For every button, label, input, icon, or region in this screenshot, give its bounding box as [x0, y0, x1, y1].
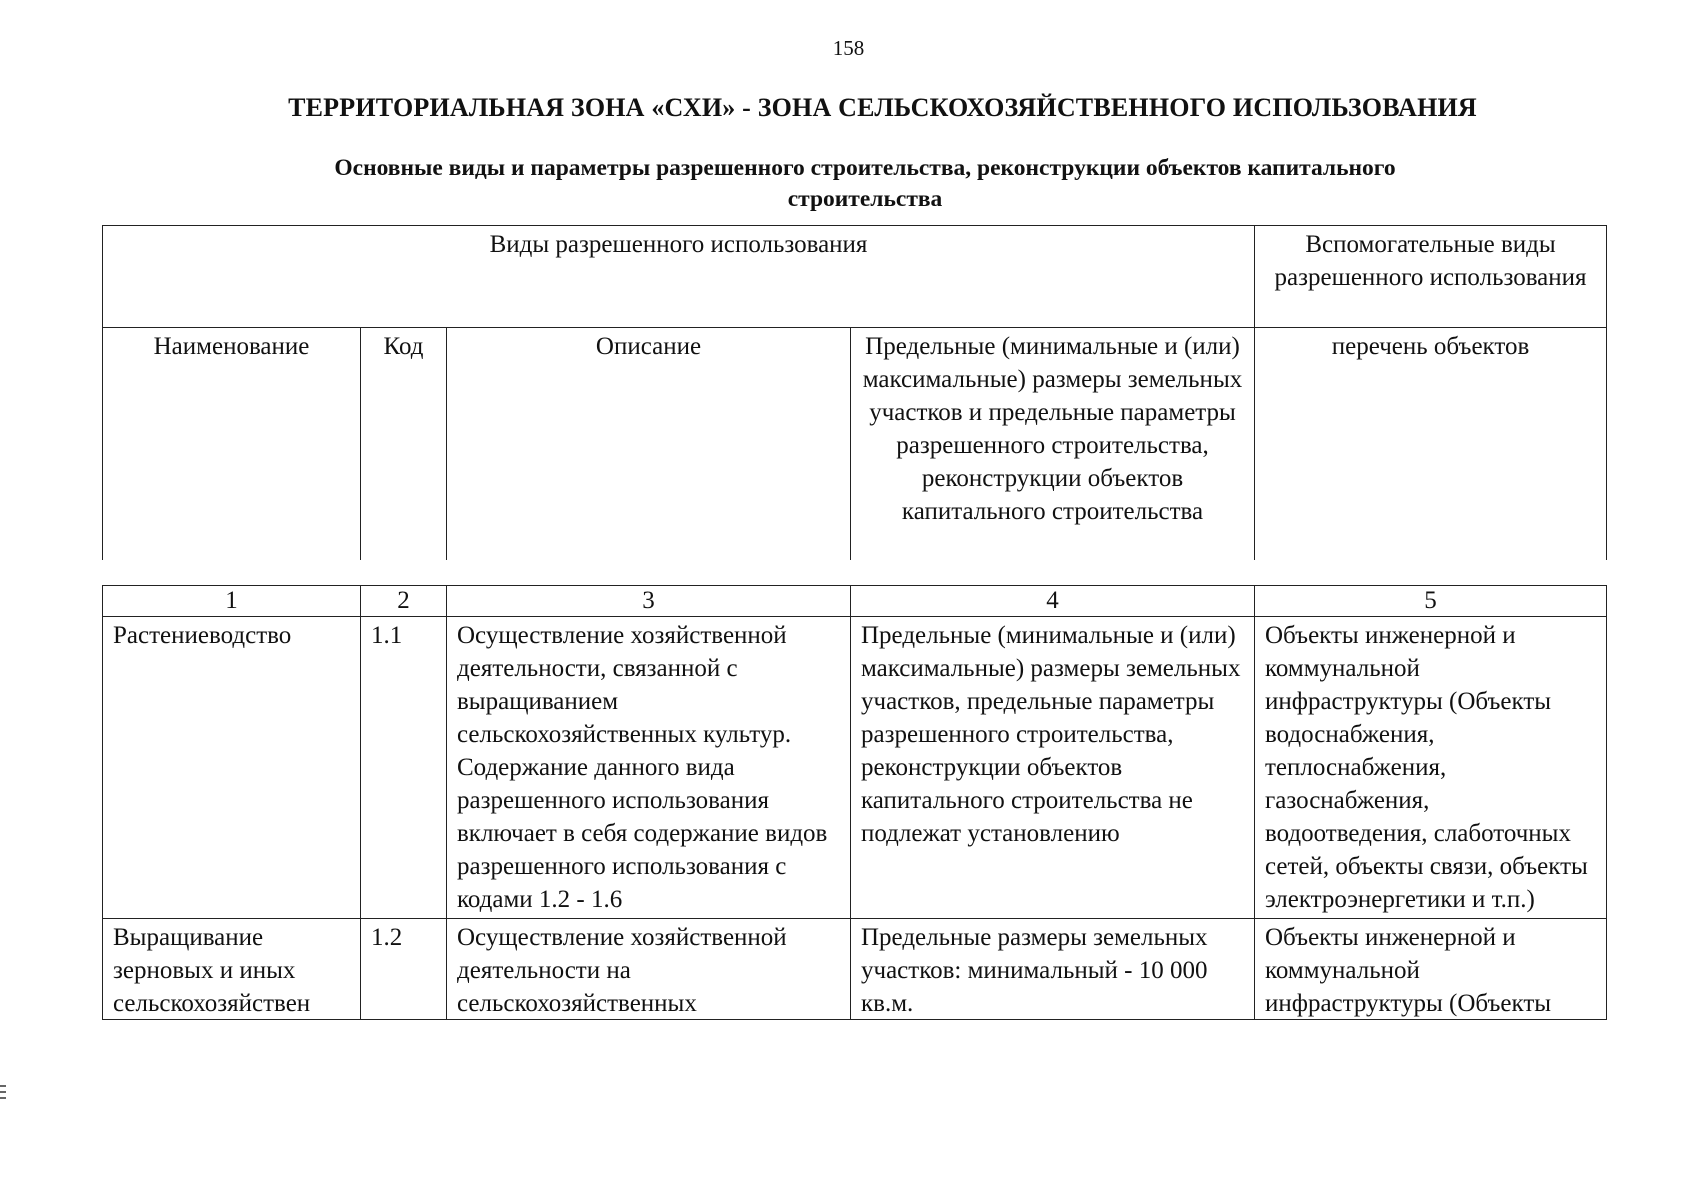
column-number: 5	[1255, 586, 1607, 617]
row-name: Выращивание зерновых и иных сельскохозяйствен	[113, 924, 311, 1017]
header-table	[102, 225, 1607, 560]
subtitle-line-2: строительства	[787, 186, 943, 212]
table-row	[103, 919, 1607, 1020]
column-number: 4	[851, 586, 1255, 617]
column-number: 3	[447, 586, 851, 617]
column-number-row	[103, 586, 1607, 617]
row-aux: Объекты инженерной и коммунальной инфраструктуры (Объекты водоснабжения, теплоснабжения, газоснабжения, водоотведения, слаботочных сетей, объекты связи, объекты электроэнергетики и т.п.)	[1255, 617, 1607, 919]
header-col-name: Наименование	[103, 328, 361, 561]
header-col-description: Описание	[447, 328, 851, 561]
page-number: 158	[832, 36, 865, 60]
column-number: 2	[361, 586, 447, 617]
row-code: 1.1	[361, 617, 447, 919]
header-col-aux: перечень объектов	[1255, 328, 1607, 561]
subtitle-line-1: Основные виды и параметры разрешенного строительства, реконструкции объектов капитального	[334, 155, 1396, 181]
row-aux: Объекты инженерной и коммунальной инфраструктуры (Объекты	[1265, 924, 1552, 1017]
margin-mark	[0, 1085, 6, 1103]
data-table	[102, 585, 1607, 1020]
section-subtitle	[0, 153, 1697, 215]
table-row	[103, 617, 1607, 919]
header-aux-group: Вспомогательные виды разрешенного использования	[1255, 226, 1607, 328]
header-main-group: Виды разрешенного использования	[103, 226, 1255, 328]
column-number: 1	[103, 586, 361, 617]
row-description: Осуществление хозяйственной деятельности на сельскохозяйственных	[457, 924, 787, 1017]
row-params: Предельные размеры земельных участков: минимальный - 10 000 кв.м.	[861, 924, 1208, 1017]
zone-title: ТЕРРИТОРИАЛЬНАЯ ЗОНА «СХИ» - ЗОНА СЕЛЬСКОХОЗЯЙСТВЕННОГО ИСПОЛЬЗОВАНИЯ	[288, 93, 1477, 122]
row-name: Растениеводство	[103, 617, 361, 919]
row-params: Предельные (минимальные и (или) максимальные) размеры земельных участков, предельные параметры разрешенного строительства, реконструкции объектов капитального строительства не подлежат установлению	[851, 617, 1255, 919]
row-code: 1.2	[371, 924, 403, 951]
header-col-code: Код	[361, 328, 447, 561]
row-description: Осуществление хозяйственной деятельности, связанной с выращиванием сельскохозяйственных культур. Содержание данного вида разрешенного использования включает в себя содержание видов разрешенного использования с кодами 1.2 - 1.6	[447, 617, 851, 919]
header-col-params: Предельные (минимальные и (или) максимальные) размеры земельных участков и предельные параметры разрешенного строительства, реконструкции объектов капитального строительства	[851, 328, 1255, 561]
